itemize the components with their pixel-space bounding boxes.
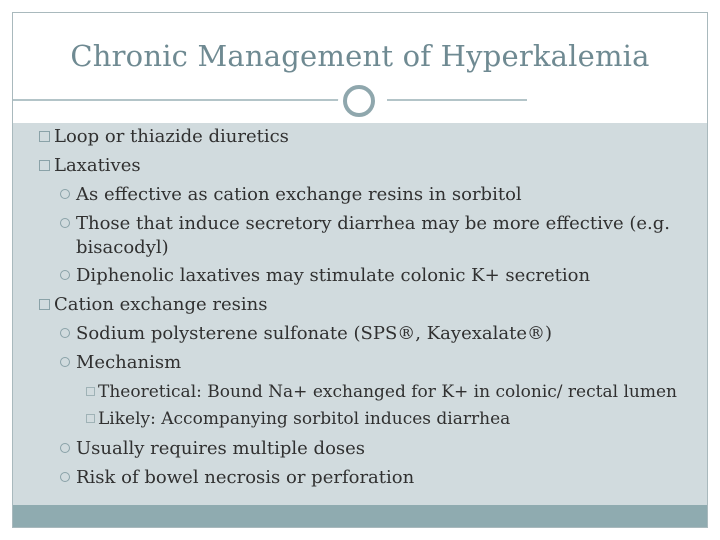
circle-bullet-icon	[60, 218, 70, 228]
bullet-level2-text: Those that induce secretory diarrhea may be more effective (e.g.	[76, 213, 671, 234]
small-square-bullet-icon	[86, 387, 95, 396]
slide-title: Chronic Management of Hyperkalemia	[70, 39, 650, 73]
footer-bar	[13, 505, 707, 527]
circle-bullet-icon	[60, 472, 70, 482]
ring-ornament-icon	[343, 85, 375, 117]
bullet-level1-text: Cation exchange resins	[54, 294, 268, 315]
circle-bullet-icon	[60, 189, 70, 199]
bullet-level1-text: Loop or thiazide diuretics	[54, 126, 289, 147]
bullet-level2-text: Diphenolic laxatives may stimulate colonic K+ secretion	[76, 265, 591, 286]
small-square-bullet-icon	[86, 414, 95, 423]
square-bullet-icon	[39, 131, 50, 142]
title-divider-left	[13, 99, 339, 101]
circle-bullet-icon	[60, 270, 70, 280]
circle-bullet-icon	[60, 357, 70, 367]
bullet-level1-text: Laxatives	[54, 155, 141, 176]
bullet-level2-text: Risk of bowel necrosis or perforation	[76, 467, 415, 488]
title-divider-right	[387, 99, 527, 101]
square-bullet-icon	[39, 299, 50, 310]
slide-frame	[12, 12, 708, 528]
bullet-level2-text: Sodium polysterene sulfonate (SPS®, Kayexalate®)	[76, 323, 552, 344]
circle-bullet-icon	[60, 443, 70, 453]
bullet-level2-text: Mechanism	[76, 352, 182, 373]
square-bullet-icon	[39, 160, 50, 171]
bullet-level3-text: Likely: Accompanying sorbitol induces diarrhea	[98, 409, 511, 429]
bullet-level3-text: Theoretical: Bound Na+ exchanged for K+ in colonic/ rectal lumen	[98, 382, 677, 402]
bullet-level2-text: bisacodyl)	[76, 237, 169, 258]
bullet-level2-text: Usually requires multiple doses	[76, 438, 366, 459]
circle-bullet-icon	[60, 328, 70, 338]
bullet-level2-text: As effective as cation exchange resins in sorbitol	[76, 184, 522, 205]
